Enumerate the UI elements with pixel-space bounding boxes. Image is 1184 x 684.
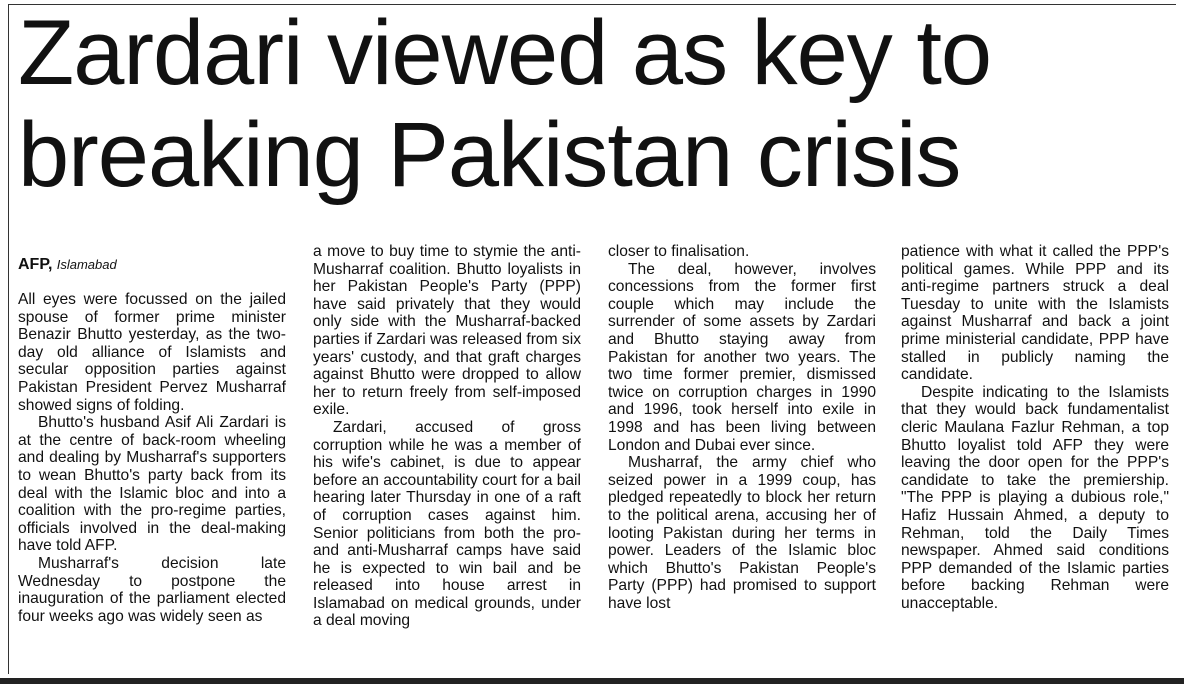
headline-line-1: Zardari viewed as key to xyxy=(18,2,992,104)
paragraph: All eyes were focussed on the jailed spouse of former prime minister Benazir Bhutto yesterday, as the two-day old alliance of Islamists and secular opposition parties against Pakistan President Pervez Musharraf showed signs of folding. xyxy=(18,291,286,414)
article-column-4 xyxy=(901,243,1169,663)
article-headline xyxy=(18,2,1168,206)
paragraph: Zardari, accused of gross corruption while he was a member of his wife's cabinet, is due to appear before an accountability court for a bail hearing later Thursday in one of a raft of corruption cases against him. Senior politicians from both the pro- and anti-Musharraf camps have said he is expected to win bail and be released into house arrest in Islamabad on medical grounds, under a deal moving xyxy=(313,418,581,630)
article-column-2 xyxy=(313,243,581,663)
byline-agency: AFP, xyxy=(18,256,53,273)
paragraph: Musharraf, the army chief who seized power in a 1999 coup, has pledged repeatedly to block her return to the political arena, accusing her of looting Pakistan during her terms in power. Leaders of the Islamic bloc which Bhutto's Pakistan People's Party (PPP) had promised to support have lost xyxy=(608,454,876,612)
page-left-rule xyxy=(8,4,9,674)
article-column-1 xyxy=(18,243,286,663)
paragraph: The deal, however, involves concessions from the former first couple which may include the surrender of some assets by Zardari and Bhutto staying away from Pakistan for another two years. The two time former premier, dismissed twice on corruption charges in 1990 and 1996, took herself into exile in 1998 and has been living between London and Dubai ever since. xyxy=(608,260,876,454)
page-bottom-rule xyxy=(0,678,1184,684)
article-column-3 xyxy=(608,243,876,663)
byline-location: Islamabad xyxy=(56,257,117,272)
paragraph: Bhutto's husband Asif Ali Zardari is at the centre of back-room wheeling and dealing by Musharraf's supporters to wean Bhutto's party back from its deal with the Islamic bloc and into a coalition with the pro-regime parties, officials involved in the deal-making have told AFP. xyxy=(18,414,286,555)
paragraph: patience with what it called the PPP's political games. While PPP and its anti-regime partners struck a deal Tuesday to unite with the Islamists against Musharraf and back a joint prime ministerial candidate, PPP have stalled in publicly naming the candidate. xyxy=(901,243,1169,384)
paragraph: a move to buy time to stymie the anti-Musharraf coalition. Bhutto loyalists in her Pakistan People's Party (PPP) have said privately that they would only side with the Musharraf-backed parties if Zardari was released from six years' custody, and that graft charges against Bhutto were dropped to allow her to return freely from self-imposed exile. xyxy=(313,243,581,419)
headline-line-2: breaking Pakistan crisis xyxy=(18,104,961,206)
paragraph: Musharraf's decision late Wednesday to postpone the inauguration of the parliament elected four weeks ago was widely seen as xyxy=(18,554,286,625)
paragraph: closer to finalisation. xyxy=(608,243,750,260)
article-body xyxy=(18,243,1170,663)
byline xyxy=(18,255,286,275)
paragraph: Despite indicating to the Islamists that they would back fundamentalist cleric Maulana Fazlur Rehman, a top Bhutto loyalist told AFP they were leaving the door open for the PPP's candidate to take the premiership. "The PPP is playing a dubious role," Hafiz Hussain Ahmed, a deputy to Rehman, told the Daily Times newspaper. Ahmed said conditions PPP demanded of the Islamic parties before backing Rehman were unacceptable. xyxy=(901,383,1169,612)
